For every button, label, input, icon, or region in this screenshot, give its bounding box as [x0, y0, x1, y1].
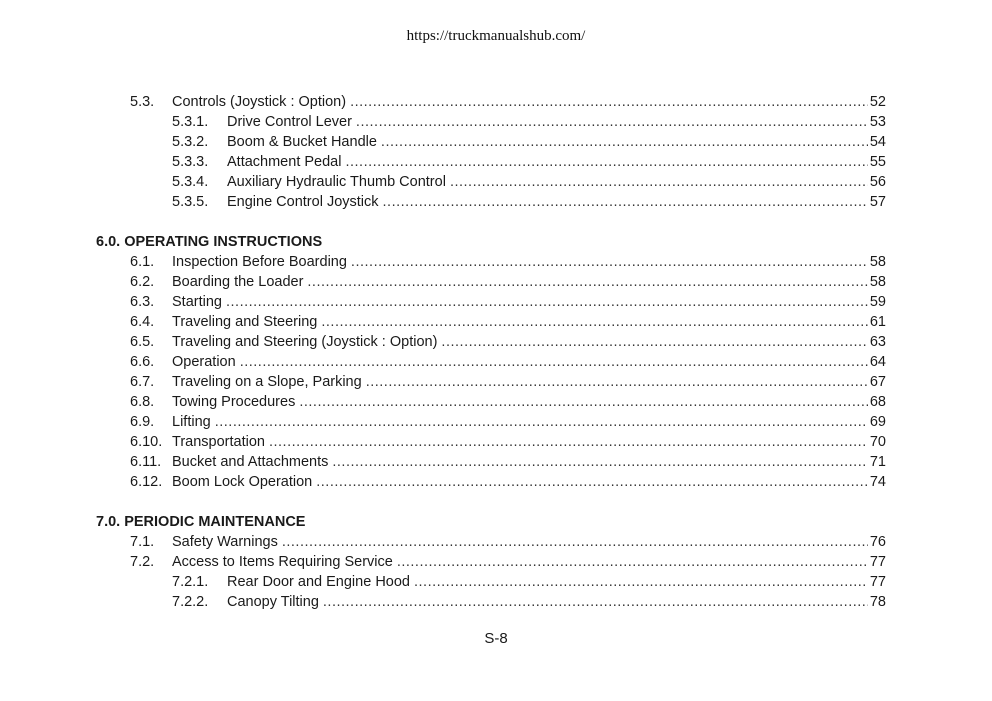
- toc-entry-6-5[interactable]: [130, 332, 886, 352]
- toc-page: 57: [869, 194, 886, 210]
- toc-number: 6.10.: [130, 434, 163, 450]
- toc-entry-5-3-5[interactable]: [172, 192, 886, 212]
- toc-leader: [450, 172, 868, 192]
- toc-number: 6.12.: [130, 474, 163, 490]
- toc-number: 7.1.: [130, 534, 155, 550]
- toc-leader: [414, 572, 868, 592]
- toc-title: Transportation: [172, 434, 265, 450]
- toc-title: Towing Procedures: [172, 394, 296, 410]
- toc-entry-6-2[interactable]: [130, 272, 886, 292]
- section-heading-6[interactable]: 6.0. OPERATING INSTRUCTIONS: [96, 234, 323, 250]
- toc-title: Controls (Joystick : Option): [172, 94, 347, 110]
- toc-leader: [240, 352, 868, 372]
- toc-entry-6-6[interactable]: [130, 352, 886, 372]
- toc-number: 6.4.: [130, 314, 155, 330]
- toc-number: 5.3.5.: [172, 194, 209, 210]
- toc-entry-6-11[interactable]: [130, 452, 886, 472]
- toc-leader: [350, 92, 868, 112]
- toc-number: 5.3.2.: [172, 134, 209, 150]
- toc-page: 52: [869, 94, 886, 110]
- toc-title: Boom & Bucket Handle: [227, 134, 377, 150]
- toc-title: Bucket and Attachments: [172, 454, 329, 470]
- toc-leader: [381, 132, 868, 152]
- toc-title: Attachment Pedal: [227, 154, 342, 170]
- toc-entry-6-10[interactable]: [130, 432, 886, 452]
- toc-page: 54: [869, 134, 886, 150]
- toc-page: 69: [869, 414, 886, 430]
- toc-number: 6.9.: [130, 414, 155, 430]
- toc-number: 7.2.1.: [172, 574, 209, 590]
- toc-leader: [316, 472, 868, 492]
- toc-page: 64: [869, 354, 886, 370]
- toc-title: Operation: [172, 354, 236, 370]
- toc-title: Starting: [172, 294, 222, 310]
- toc-title: Boarding the Loader: [172, 274, 304, 290]
- toc-number: 6.5.: [130, 334, 155, 350]
- toc-number: 6.6.: [130, 354, 155, 370]
- toc-leader: [351, 252, 868, 272]
- toc-page: 56: [869, 174, 886, 190]
- toc-page: 55: [869, 154, 886, 170]
- toc-entry-7-2-1[interactable]: [172, 572, 886, 592]
- toc-number: 5.3.1.: [172, 114, 209, 130]
- toc-entry-5-3-2[interactable]: [172, 132, 886, 152]
- toc-entry-5-3-3[interactable]: [172, 152, 886, 172]
- toc-title: Safety Warnings: [172, 534, 278, 550]
- toc-page: 53: [869, 114, 886, 130]
- toc-number: 6.11.: [130, 454, 162, 470]
- toc-entry-5-3-1[interactable]: [172, 112, 886, 132]
- toc-page: 58: [869, 254, 886, 270]
- toc-title: Canopy Tilting: [227, 594, 319, 610]
- toc-number: 6.3.: [130, 294, 155, 310]
- toc-title: Drive Control Lever: [227, 114, 352, 130]
- toc-title: Inspection Before Boarding: [172, 254, 347, 270]
- toc-page: 78: [869, 594, 886, 610]
- toc-entry-7-2[interactable]: [130, 552, 886, 572]
- toc-number: 5.3.3.: [172, 154, 209, 170]
- toc-leader: [321, 312, 868, 332]
- page-number: S-8: [484, 630, 508, 647]
- toc-entry-5-3-4[interactable]: [172, 172, 886, 192]
- toc-number: 5.3.4.: [172, 174, 209, 190]
- toc-entry-6-8[interactable]: [130, 392, 886, 412]
- toc-page: 77: [869, 574, 886, 590]
- toc-entry-5-3[interactable]: [130, 92, 886, 112]
- toc-title: Traveling and Steering: [172, 314, 318, 330]
- toc-leader: [332, 452, 867, 472]
- toc-entry-6-9[interactable]: [130, 412, 886, 432]
- toc-entry-6-12[interactable]: [130, 472, 886, 492]
- toc-number: 6.2.: [130, 274, 155, 290]
- toc-number: 6.8.: [130, 394, 155, 410]
- toc-page: 67: [869, 374, 886, 390]
- toc-title: Auxiliary Hydraulic Thumb Control: [227, 174, 446, 190]
- toc-title: Access to Items Requiring Service: [172, 554, 393, 570]
- toc-leader: [356, 112, 868, 132]
- toc-page: 59: [869, 294, 886, 310]
- toc-page: 74: [869, 474, 886, 490]
- source-url[interactable]: https://truckmanualshub.com/: [406, 28, 586, 44]
- toc-entry-6-3[interactable]: [130, 292, 886, 312]
- toc-entry-6-1[interactable]: [130, 252, 886, 272]
- toc-entry-7-2-2[interactable]: [172, 592, 886, 612]
- toc-page: 76: [869, 534, 886, 550]
- toc-leader: [366, 372, 868, 392]
- toc-number: 5.3.: [130, 94, 155, 110]
- toc-leader: [323, 592, 868, 612]
- toc-leader: [397, 552, 868, 572]
- toc-title: Engine Control Joystick: [227, 194, 379, 210]
- toc-entry-6-7[interactable]: [130, 372, 886, 392]
- toc-leader: [345, 152, 867, 172]
- toc-number: 7.2.2.: [172, 594, 209, 610]
- toc-page: 58: [869, 274, 886, 290]
- toc-entry-7-1[interactable]: [130, 532, 886, 552]
- toc-title: Boom Lock Operation: [172, 474, 313, 490]
- toc-page: 68: [869, 394, 886, 410]
- toc-leader: [282, 532, 868, 552]
- toc-title: Rear Door and Engine Hood: [227, 574, 410, 590]
- toc-title: Traveling and Steering (Joystick : Option): [172, 334, 438, 350]
- toc-title: Traveling on a Slope, Parking: [172, 374, 362, 390]
- toc-leader: [215, 412, 868, 432]
- toc-page: 63: [869, 334, 886, 350]
- toc-page: 70: [869, 434, 886, 450]
- toc-leader: [299, 392, 868, 412]
- toc-leader: [226, 292, 868, 312]
- toc-leader: [307, 272, 867, 292]
- toc-page: 71: [869, 454, 886, 470]
- toc-leader: [441, 332, 867, 352]
- toc-leader: [269, 432, 868, 452]
- toc-page: 77: [869, 554, 886, 570]
- toc-number: 6.1.: [130, 254, 155, 270]
- toc-number: 7.2.: [130, 554, 155, 570]
- toc-entry-6-4[interactable]: [130, 312, 886, 332]
- toc-leader: [383, 192, 868, 212]
- toc-number: 6.7.: [130, 374, 155, 390]
- toc-page: 61: [869, 314, 886, 330]
- toc-title: Lifting: [172, 414, 211, 430]
- section-heading-7[interactable]: 7.0. PERIODIC MAINTENANCE: [96, 514, 306, 530]
